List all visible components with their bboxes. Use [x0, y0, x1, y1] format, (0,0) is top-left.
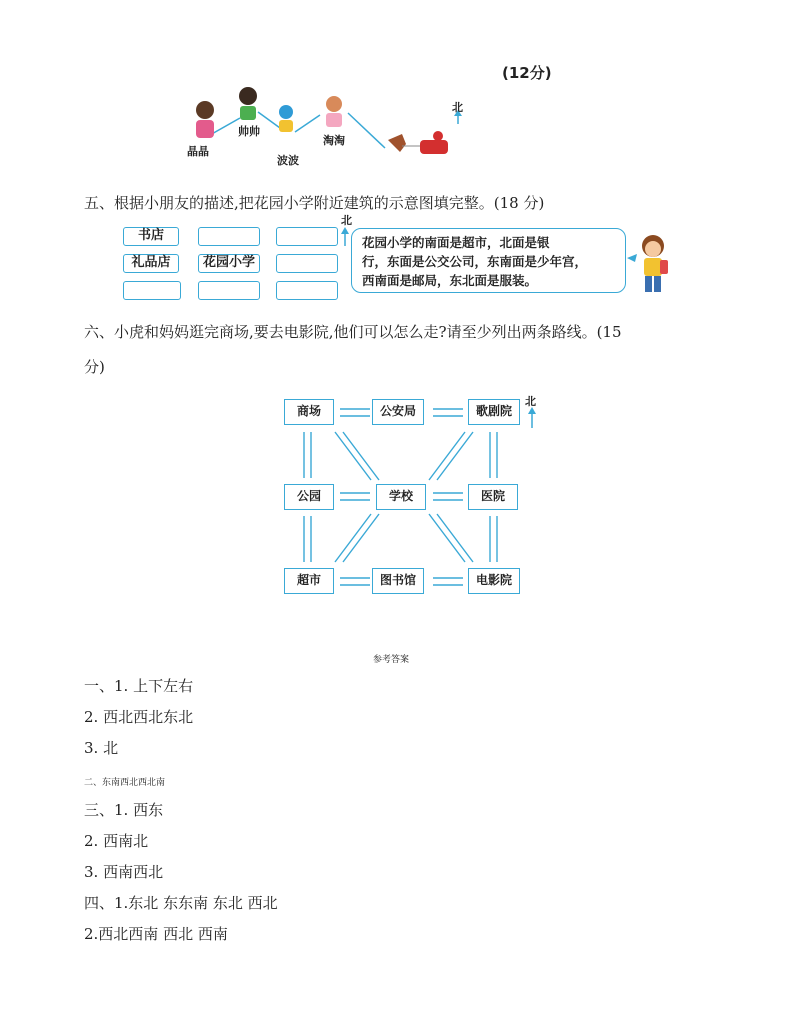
answer-line: 3. 北	[84, 739, 119, 757]
map-node-park: 公园	[284, 484, 334, 510]
girl-head-icon	[196, 101, 214, 119]
q6-title-line2: 分)	[84, 358, 105, 376]
q5-title: 五、根据小朋友的描述,把花园小学附近建筑的示意图填完整。(18 分)	[84, 194, 545, 212]
q5-cell-blank[interactable]	[276, 227, 338, 246]
bubble-line: 花园小学的南面是超市，北面是银	[362, 235, 550, 250]
q4-north-label: 北	[452, 101, 463, 114]
map-node-supermarket: 超市	[284, 568, 334, 594]
map-node-library: 图书馆	[372, 568, 424, 594]
q4-figure	[180, 80, 480, 170]
bubble-line: 行，东面是公交公司，东南面是少年宫，	[362, 254, 588, 269]
figure-label-shuaishuai: 帅帅	[238, 125, 260, 138]
sleigh-icon	[388, 131, 448, 154]
q5-cell-blank[interactable]	[123, 281, 181, 300]
q5-speech-bubble	[351, 228, 626, 293]
q6-title-line1: 六、小虎和妈妈逛完商场,要去电影院,他们可以怎么走?请至少列出两条路线。(15	[84, 323, 622, 341]
answer-line: 三、1. 西东	[84, 801, 164, 819]
answer-line: 四、1.东北 东东南 东北 西北	[84, 894, 278, 912]
answer-line: 一、1. 上下左右	[84, 677, 194, 695]
answer-line: 2.西北西南 西北 西南	[84, 925, 228, 943]
answer-line: 2. 西北西北东北	[84, 708, 194, 726]
boy-character-icon	[627, 228, 675, 300]
boy-head-icon	[239, 87, 257, 105]
girl-head-icon-2	[326, 96, 342, 112]
figure-label-taotao: 淘淘	[323, 134, 345, 147]
q5-cell-blank[interactable]	[198, 227, 260, 246]
q4-score: (12分)	[502, 64, 552, 82]
q5-cell-gift-shop: 礼品店	[123, 254, 179, 273]
map-node-cinema: 电影院	[468, 568, 520, 594]
map-node-police: 公安局	[372, 399, 424, 425]
q5-cell-bookstore: 书店	[123, 227, 179, 246]
map-node-opera: 歌剧院	[468, 399, 520, 425]
bubble-line: 西南面是邮局，东北面是服装。	[362, 273, 538, 288]
q5-cell-school: 花园小学	[198, 254, 260, 273]
figure-label-bobo: 波波	[277, 154, 299, 167]
answers-caption: 参考答案	[373, 655, 410, 665]
q5-north-arrow-icon	[340, 226, 350, 248]
map-node-mall: 商场	[284, 399, 334, 425]
map-node-school: 学校	[376, 484, 426, 510]
q5-north-label: 北	[341, 214, 352, 227]
q5-cell-blank[interactable]	[198, 281, 260, 300]
small-boy-head-icon	[279, 105, 293, 119]
figure-label-jingjing: 晶晶	[187, 145, 209, 158]
q5-cell-blank[interactable]	[276, 254, 338, 273]
q6-north-label: 北	[525, 395, 536, 408]
map-node-hospital: 医院	[468, 484, 518, 510]
answer-line: 3. 西南西北	[84, 863, 164, 881]
answer-line: 二、东南西北西北南	[84, 778, 166, 788]
q5-cell-blank[interactable]	[276, 281, 338, 300]
answer-line: 2. 西南北	[84, 832, 149, 850]
